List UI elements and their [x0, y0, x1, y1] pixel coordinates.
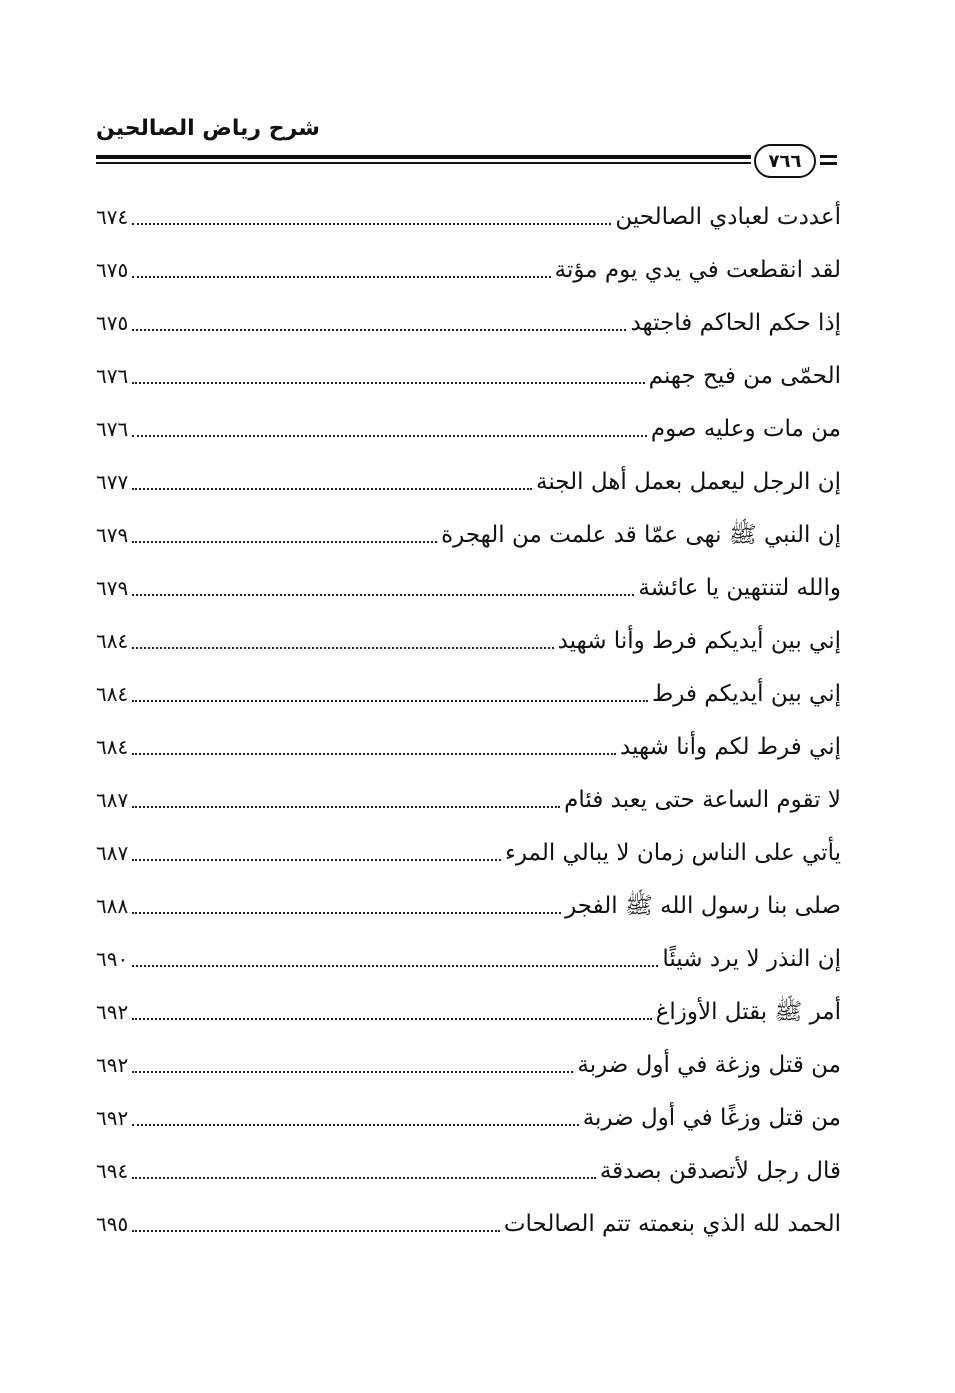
dot-leader: [132, 1071, 573, 1073]
dot-leader: [132, 700, 648, 702]
dot-leader: [132, 382, 644, 384]
entry-page-number: ٦٩٤: [96, 1159, 129, 1183]
index-entry: [96, 557, 841, 610]
entry-page-number: ٦٧٩: [96, 523, 129, 547]
badge-bar-top: [820, 155, 837, 158]
index-entry: [96, 663, 841, 716]
entry-page-number: ٦٨٨: [96, 894, 129, 918]
dot-leader: [132, 965, 658, 967]
entry-page-number: ٦٧٦: [96, 364, 129, 388]
entry-page-number: ٦٧٥: [96, 311, 129, 335]
index-list: [96, 186, 841, 1246]
index-entry: [96, 1087, 841, 1140]
index-entry: [96, 981, 841, 1034]
dot-leader: [132, 223, 611, 225]
entry-page-number: ٦٧٤: [96, 205, 129, 229]
index-entry: [96, 928, 841, 981]
entry-title: لقد انقطعت في يدي يوم مؤتة: [554, 257, 841, 283]
header-rule-thick: [96, 155, 751, 159]
page-header: [96, 108, 841, 178]
dot-leader: [132, 1018, 651, 1020]
dot-leader: [132, 435, 647, 437]
entry-title: لا تقوم الساعة حتى يعبد فئام: [564, 787, 841, 813]
index-entry: [96, 610, 841, 663]
entry-title: من قتل وزغًا في أول ضربة: [582, 1105, 841, 1131]
page-number-badge: ٧٦٦: [754, 144, 816, 178]
index-entry: [96, 451, 841, 504]
entry-page-number: ٦٧٩: [96, 576, 129, 600]
dot-leader: [132, 647, 553, 649]
dot-leader: [132, 1230, 500, 1232]
index-entry: [96, 769, 841, 822]
entry-title: إن الرجل ليعمل بعمل أهل الجنة: [536, 469, 841, 495]
dot-leader: [132, 1124, 578, 1126]
entry-title: الحمد لله الذي بنعمته تتم الصالحات: [503, 1211, 841, 1237]
dot-leader: [132, 859, 501, 861]
entry-title: إني بين أيديكم فرط: [652, 681, 841, 707]
entry-page-number: ٦٧٥: [96, 258, 129, 282]
entry-title: الحمّى من فيح جهنم: [648, 363, 841, 389]
index-entry: [96, 504, 841, 557]
entry-page-number: ٦٩٢: [96, 1106, 129, 1130]
dot-leader: [132, 806, 560, 808]
dot-leader: [132, 276, 550, 278]
entry-title: إن النذر لا يرد شيئًا: [662, 946, 841, 972]
index-entry: [96, 292, 841, 345]
entry-page-number: ٦٧٧: [96, 470, 129, 494]
entry-page-number: ٦٨٤: [96, 682, 129, 706]
entry-page-number: ٦٨٧: [96, 841, 129, 865]
index-entry: [96, 186, 841, 239]
index-entry: [96, 716, 841, 769]
entry-title: أعددت لعبادي الصالحين: [615, 204, 841, 230]
entry-page-number: ٦٩٥: [96, 1212, 129, 1236]
dot-leader: [132, 488, 532, 490]
index-entry: [96, 1140, 841, 1193]
index-entry: [96, 875, 841, 928]
dot-leader: [132, 594, 634, 596]
badge-bar-bottom: [820, 162, 837, 165]
index-entry: [96, 239, 841, 292]
entry-title: من قتل وزغة في أول ضربة: [577, 1052, 841, 1078]
header-rule-thin: [96, 162, 751, 164]
entry-title: أمر ﷺ بقتل الأوزاغ: [655, 999, 841, 1025]
entry-title: صلى بنا رسول الله ﷺ الفجر: [565, 893, 841, 919]
entry-page-number: ٦٨٤: [96, 629, 129, 653]
entry-title: إذا حكم الحاكم فاجتهد: [630, 310, 841, 336]
entry-page-number: ٦٧٦: [96, 417, 129, 441]
index-entry: [96, 1034, 841, 1087]
entry-title: يأتي على الناس زمان لا يبالي المرء: [505, 840, 841, 866]
index-entry: [96, 345, 841, 398]
dot-leader: [132, 329, 626, 331]
entry-page-number: ٦٩٢: [96, 1053, 129, 1077]
entry-page-number: ٦٩٢: [96, 1000, 129, 1024]
entry-title: والله لتنتهين يا عائشة: [638, 575, 841, 601]
dot-leader: [132, 541, 437, 543]
header-rule: [96, 148, 751, 178]
entry-title: من مات وعليه صوم: [650, 416, 841, 442]
index-entry: [96, 398, 841, 451]
entry-title: إني فرط لكم وأنا شهيد: [620, 734, 841, 760]
entry-page-number: ٦٨٤: [96, 735, 129, 759]
book-title: شرح رياض الصالحين: [96, 116, 320, 141]
dot-leader: [132, 1177, 596, 1179]
entry-title: إني بين أيديكم فرط وأنا شهيد: [557, 628, 841, 654]
dot-leader: [132, 753, 616, 755]
index-entry: [96, 1193, 841, 1246]
entry-title: إن النبي ﷺ نهى عمّا قد علمت من الهجرة: [441, 522, 841, 548]
entry-title: قال رجل لأتصدقن بصدقة: [599, 1158, 841, 1184]
dot-leader: [132, 912, 561, 914]
entry-page-number: ٦٩٠: [96, 947, 129, 971]
index-entry: [96, 822, 841, 875]
entry-page-number: ٦٨٧: [96, 788, 129, 812]
